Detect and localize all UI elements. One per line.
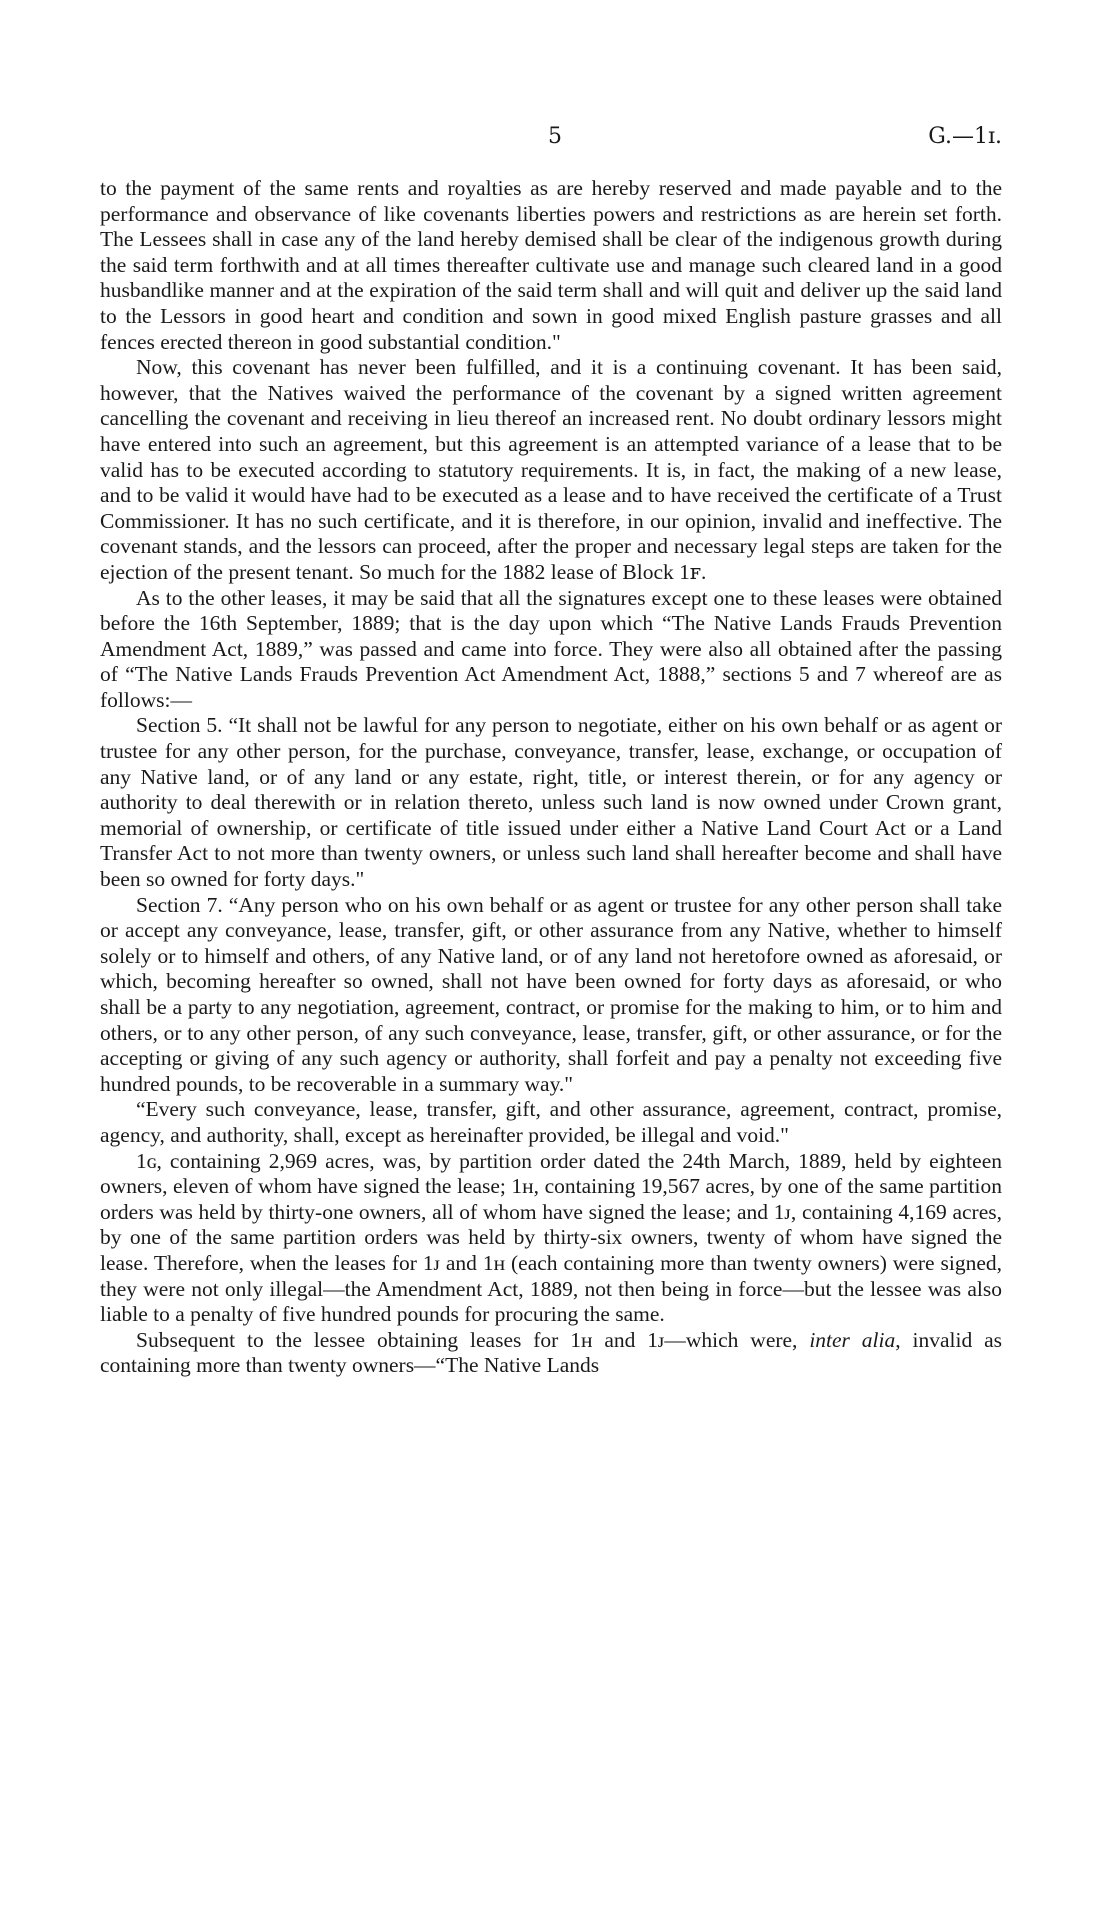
page-number: 5 bbox=[548, 124, 562, 149]
subsequent-leases-text-start: Subsequent to the lessee obtaining leases for 1ʜ and 1ᴊ—which were, bbox=[136, 1327, 810, 1352]
paragraph-illegal-and-void: “Every such conveyance, lease, transfer, gift, and other assurance, agreement, contract, promise, agency, and authority, shall, except as hereinafter provided, be illegal and void." bbox=[100, 1097, 1002, 1147]
paragraph-lease-covenant-quote: to the payment of the same rents and royalties as are hereby reserved and made payable and to the performance and observance of like covenants liberties powers and restrictions as are herein set forth. The Lessees shall in case any of the land hereby demised shall be clear of the indigenous growth during the said term forthwith and at all times thereafter cultivate use and manage such cleared land in a good husbandlike manner and at the expiration of the said term shall and will quit and deliver up the said land to the Lessors in good heart and condition and sown in good mixed English pasture grasses and all fences erected thereon in good substantial condition." bbox=[100, 176, 1002, 354]
body-text bbox=[100, 176, 1002, 1379]
paragraph-subsequent-leases bbox=[100, 1328, 1002, 1379]
document-reference: G.—1ɪ. bbox=[928, 124, 1002, 149]
subsequent-leases-text-end: , invalid as containing more than twenty owners—“The Native Lands bbox=[100, 1327, 1002, 1378]
paragraph-section-7: Section 7. “Any person who on his own behalf or as agent or trustee for any other person shall take or accept any conveyance, lease, transfer, gift, or other assurance from any Native, whether to himself solely or to himself and others, of any Native land, or of any land not heretofore owned as aforesaid, or which, becoming hereafter so owned, shall not have been owned for forty days as aforesaid, or who shall be a party to any negotiation, agreement, contract, or promise for the making to him, or to him and others, or to any other person, of any such conveyance, lease, transfer, gift, or other assurance, or for the accepting or giving of any such agency or authority, shall forfeit and pay a penalty not exceeding five hundred pounds, to be recoverable in a summary way." bbox=[100, 892, 1002, 1096]
paragraph-partition-orders: 1ɢ, containing 2,969 acres, was, by partition order dated the 24th March, 1889, held by eighteen owners, eleven of whom have signed the lease; 1ʜ, containing 19,567 acres, by one of the same partition orders was held by thirty-one owners, all of whom have signed the lease; and 1ᴊ, containing 4,169 acres, by one of the same partition orders was held by thirty-six owners, twenty of whom have signed the lease. Therefore, when the leases for 1ᴊ and 1ʜ (each containing more than twenty owners) were signed, they were not only illegal—the Amendment Act, 1889, not then being in force—but the lessee was also liable to a penalty of five hundred pounds for procuring the same. bbox=[100, 1148, 1002, 1327]
inter-alia-italic: inter alia bbox=[809, 1327, 896, 1352]
paragraph-section-5: Section 5. “It shall not be lawful for any person to negotiate, either on his own behalf or as agent or trustee for any other person, for the purchase, conveyance, transfer, lease, exchange, or occupation of any Native land, or of any land or any estate, right, title, or interest therein, or for any agency or authority to deal therewith or in relation thereto, unless such land is now owned under Crown grant, memorial of ownership, or certificate of title issued under either a Native Land Court Act or a Land Transfer Act to not more than twenty owners, or unless such land shall hereafter become and shall have been so owned for forty days." bbox=[100, 713, 1002, 892]
paragraph-other-leases: As to the other leases, it may be said that all the signatures except one to these leases were obtained before the 16th September, 1889; that is the day upon which “The Native Lands Frauds Prevention Amendment Act, 1889,” was passed and came into force. They were also all obtained after the passing of “The Native Lands Frauds Prevention Act Amendment Act, 1888,” sections 5 and 7 whereof are as follows:— bbox=[100, 585, 1002, 712]
paragraph-covenant-unfulfilled: Now, this covenant has never been fulfilled, and it is a continuing covenant. It has been said, however, that the Natives waived the performance of the covenant by a signed written agreement cancelling the covenant and receiving in lieu thereof an increased rent. No doubt ordinary lessors might have entered into such an agreement, but this agreement is an attempted variance of a lease that to be valid has to be executed according to statutory requirements. It is, in fact, the making of a new lease, and to be valid it would have had to be executed as a lease and to have received the certificate of a Trust Commissioner. It has no such certificate, and it is therefore, in our opinion, invalid and ineffective. The covenant stands, and the lessors can proceed, after the proper and necessary legal steps are taken for the ejection of the present tenant. So much for the 1882 lease of Block 1ꜰ. bbox=[100, 355, 1002, 584]
page-header bbox=[100, 124, 1002, 156]
